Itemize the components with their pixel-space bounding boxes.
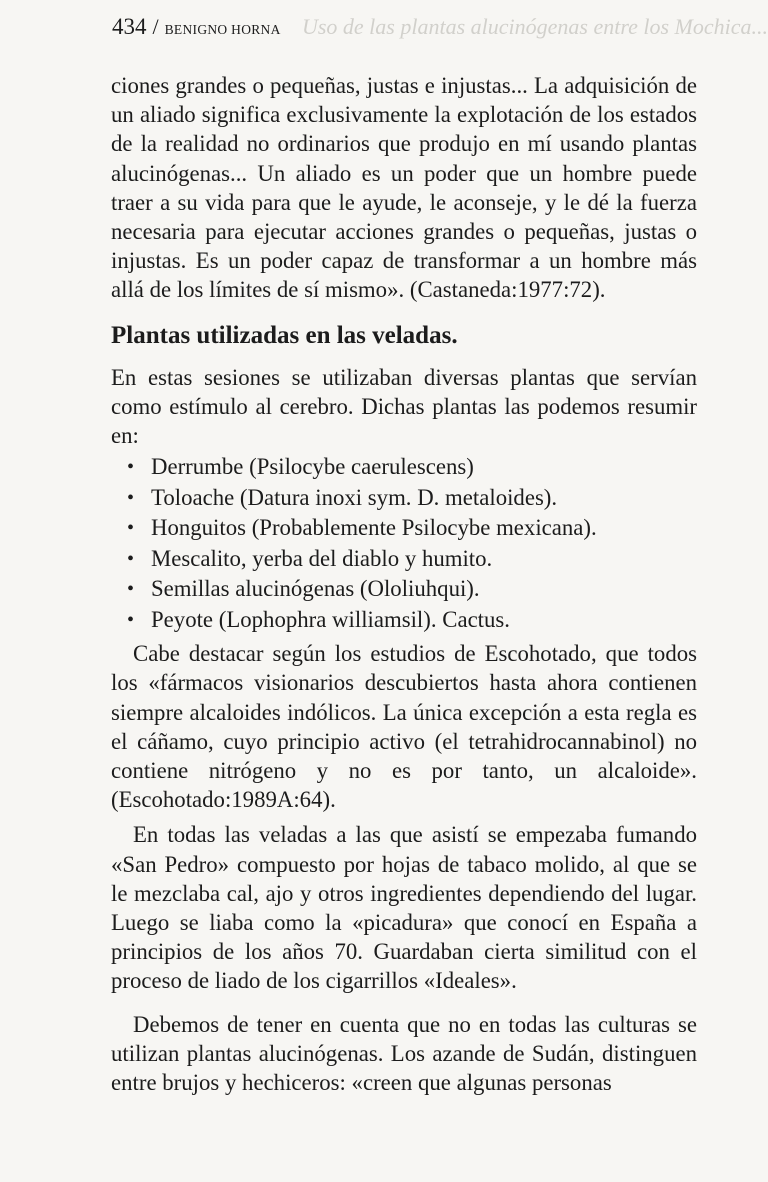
page-body — [111, 71, 697, 1097]
paragraph-escohotado: Cabe destacar según los estudios de Escohotado, que todos los «fármacos visionarios descubiertos hasta ahora contienen siempre alcaloides indólicos. La única excepción a esta regla es el cáñamo, cuyo principio activo (el tetrahidrocannabinol) no contiene nitrógeno y no es por tanto, un alcaloide». (Escohotado:1989A:64). — [111, 641, 697, 813]
list-item — [111, 605, 697, 636]
bullet-icon: • — [127, 486, 135, 509]
list-item-text: Peyote (Lophophra williamsil). Cactus. — [151, 606, 510, 632]
list-item — [111, 483, 697, 514]
header-separator: / — [152, 14, 159, 39]
bullet-icon: • — [127, 517, 135, 540]
header-author: BENIGNO HORNA — [164, 22, 281, 37]
list-item-text: Honguitos (Probablemente Psilocybe mexicana). — [151, 515, 597, 541]
section-heading: Plantas utilizadas en las veladas. — [111, 321, 458, 349]
bullet-icon: • — [127, 456, 135, 479]
list-item — [111, 544, 697, 575]
page-number: 434 — [112, 14, 147, 39]
bullet-icon: • — [127, 608, 135, 631]
list-item-text: Derrumbe (Psilocybe caerulescens) — [151, 454, 474, 480]
running-header — [112, 14, 712, 40]
list-item — [111, 513, 697, 544]
plants-list — [111, 452, 697, 635]
list-item-text: Semillas alucinógenas (Ololiuhqui). — [151, 576, 480, 602]
list-item-text: Toloache (Datura inoxi sym. D. metaloides). — [151, 484, 558, 510]
list-item — [111, 452, 697, 483]
bullet-icon: • — [127, 578, 135, 601]
bullet-icon: • — [127, 547, 135, 570]
list-item — [111, 574, 697, 605]
paragraph-quote-continuation: ciones grandes o pequeñas, justas e injustas... La adquisición de un aliado significa exclusivamente la explotación de los estados de la realidad no ordinarios que produjo en mí usando plantas alucinógenas... Un aliado es un poder que un hombre puede traer a su vida para que le ayude, le aconseje, y le dé la fuerza necesaria para ejecutar acciones grandes o pequeñas, justas o injustas. Es un poder capaz de transformar a un hombre más allá de los límites de sí mismo». (Castaneda:1977:72). — [111, 73, 697, 303]
list-item-text: Mescalito, yerba del diablo y humito. — [151, 545, 493, 571]
bleed-through-running-title: Uso de las plantas alucinógenas entre los Mochica... — [301, 14, 768, 39]
paragraph-san-pedro: En todas las veladas a las que asistí se empezaba fumando «San Pedro» compuesto por hojas de tabaco molido, al que se le mezclaba cal, ajo y otros ingredientes dependiendo del lugar. Luego se liaba como la «picadura» que conocí en España a principios de los años 70. Guardaban cierta similitud con el proceso de liado de los cigarrillos «Ideales». — [111, 822, 697, 994]
paragraph-intro-plants: En estas sesiones se utilizaban diversas plantas que servían como estímulo al cerebro. Dichas plantas las podemos resumir en: — [111, 364, 697, 449]
paragraph-azande: Debemos de tener en cuenta que no en todas las culturas se utilizan plantas alucinógenas. Los azande de Sudán, distinguen entre brujos y hechiceros: «creen que algunas personas — [111, 1011, 697, 1096]
